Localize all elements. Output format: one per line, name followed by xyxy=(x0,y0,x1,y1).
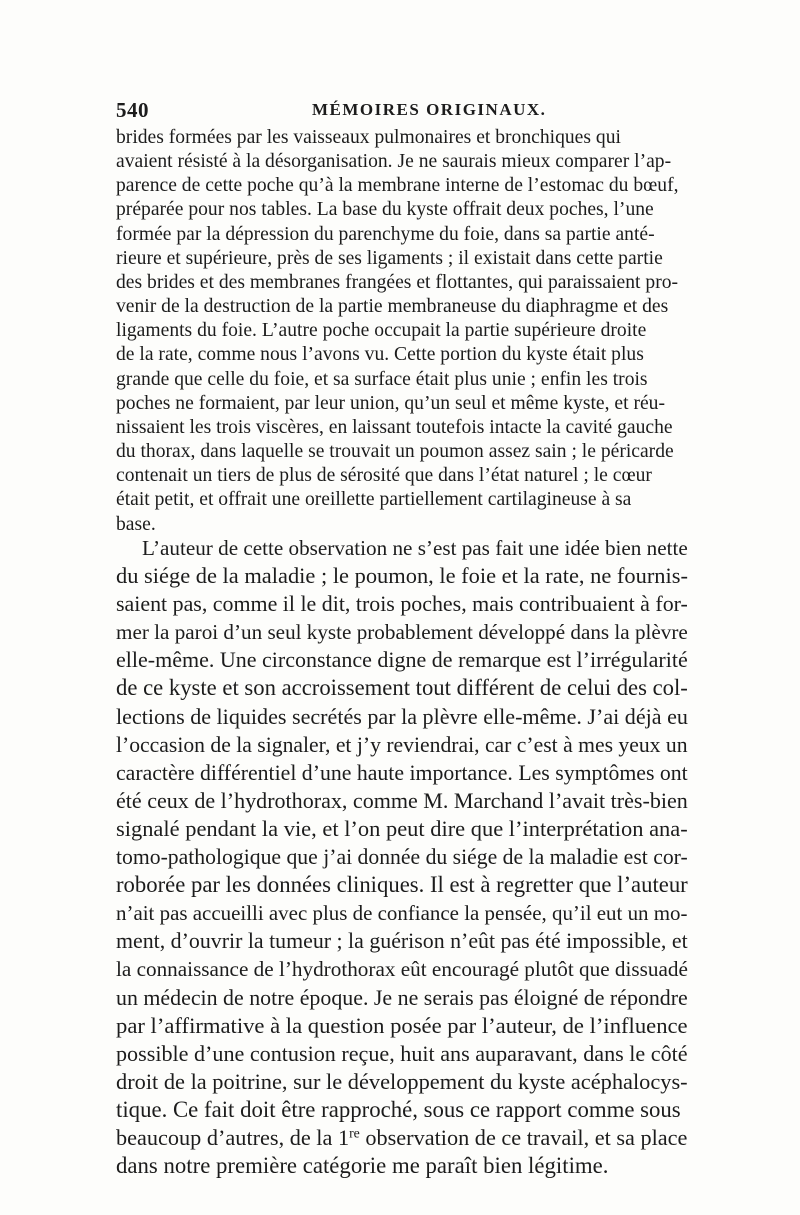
text-line: préparée pour nos tables. La base du kyste offrait deux poches, l’une xyxy=(116,199,654,221)
text-line: rieure et supérieure, près de ses ligaments ; il existait dans cette partie xyxy=(116,247,663,269)
text-line: était petit, et offrait une oreillette partiellement cartilagineuse à sa xyxy=(116,489,632,511)
text-line: avaient résisté à la désorganisation. Je ne saurais mieux comparer l’ap- xyxy=(116,151,672,173)
text-line: L’auteur de cette observation ne s’est pas fait une idée bien nette xyxy=(142,536,688,560)
text-line: venir de la destruction de la partie membraneuse du diaphragme et des xyxy=(116,296,669,318)
text-line: du thorax, dans laquelle se trouvait un poumon assez sain ; le péricarde xyxy=(116,441,674,463)
text-line: base. xyxy=(116,513,156,535)
text-line: parence de cette poche qu’à la membrane interne de l’estomac du bœuf, xyxy=(116,175,679,197)
running-head xyxy=(116,98,688,122)
text-line: signalé pendant la vie, et l’on peut dire que l’interprétation ana- xyxy=(116,815,688,841)
text-line: de ce kyste et son accroissement tout différent de celui des col- xyxy=(116,675,688,701)
ordinal-superscript: re xyxy=(349,1125,360,1141)
text-line: tomo-pathologique que j’ai donnée du siége de la maladie est cor- xyxy=(116,845,688,870)
text-fragment: observation de ce travail, et sa place xyxy=(359,1124,688,1150)
text-line: formée par la dépression du parenchyme du foie, dans sa partie anté- xyxy=(116,223,655,245)
text-line: l’occasion de la signaler, et j’y reviendrai, car c’est à mes yeux un xyxy=(116,732,688,757)
text-line: du siége de la maladie ; le poumon, le foie et la rate, ne fournis- xyxy=(116,563,688,589)
text-line: des brides et des membranes frangées et flottantes, qui paraissaient pro- xyxy=(116,271,679,293)
text-line xyxy=(116,1124,688,1152)
commentary-text xyxy=(116,534,688,1180)
text-line: n’ait pas accueilli avec plus de confiance la pensée, qu’il eut un mo- xyxy=(116,901,688,926)
text-line: de la rate, comme nous l’avons vu. Cette portion du kyste était plus xyxy=(116,344,644,366)
page-number: 540 xyxy=(116,98,149,122)
case-report-text xyxy=(116,126,688,537)
text-line: lections de liquides secrétés par la plèvre elle-même. J’ai déjà eu xyxy=(116,703,688,729)
text-line: la connaissance de l’hydrothorax eût encouragé plutôt que dissuadé xyxy=(116,957,688,982)
text-line: possible d’une contusion reçue, huit ans auparavant, dans le côté xyxy=(116,1040,688,1066)
text-line: contenait un tiers de plus de sérosité que dans l’état naturel ; le cœur xyxy=(116,465,652,487)
text-line: roborée par les données cliniques. Il est à regretter que l’auteur xyxy=(116,872,688,898)
text-line: par l’affirmative à la question posée par l’auteur, de l’influence xyxy=(116,1012,688,1038)
text-line: été ceux de l’hydrothorax, comme M. Marchand l’avait très-bien xyxy=(116,787,688,813)
text-line: elle-même. Une circonstance digne de remarque est l’irrégularité xyxy=(116,647,688,673)
text-line: nissaient les trois viscères, en laissant toutefois intacte la cavité gauche xyxy=(116,416,673,438)
text-line: tique. Ce fait doit être rapproché, sous ce rapport comme sous xyxy=(116,1096,681,1122)
text-line: poches ne formaient, par leur union, qu’un seul et même kyste, et réu- xyxy=(116,392,665,414)
text-line: ment, d’ouvrir la tumeur ; la guérison n’eût pas été impossible, et xyxy=(116,928,688,954)
text-line: grande que celle du foie, et sa surface était plus unie ; enfin les trois xyxy=(116,368,648,390)
text-line: caractère différentiel d’une haute importance. Les symptômes ont xyxy=(116,760,688,785)
text-line: un médecin de notre époque. Je ne serais pas éloigné de répondre xyxy=(116,984,688,1010)
running-title: MÉMOIRES ORIGINAUX. xyxy=(312,100,547,119)
text-line: ligaments du foie. L’autre poche occupait la partie supérieure droite xyxy=(116,320,647,342)
text-fragment: beaucoup d’autres, de la 1 xyxy=(116,1124,350,1150)
text-line: mer la paroi d’un seul kyste probablement développé dans la plèvre xyxy=(116,620,688,645)
text-line: droit de la poitrine, sur le développement du kyste acéphalocys- xyxy=(116,1068,688,1094)
text-line: brides formées par les vaisseaux pulmonaires et bronchiques qui xyxy=(116,127,621,148)
text-line: saient pas, comme il le dit, trois poches, mais contribuaient à for- xyxy=(116,591,688,617)
text-line: dans notre première catégorie me paraît bien légitime. xyxy=(116,1153,609,1179)
